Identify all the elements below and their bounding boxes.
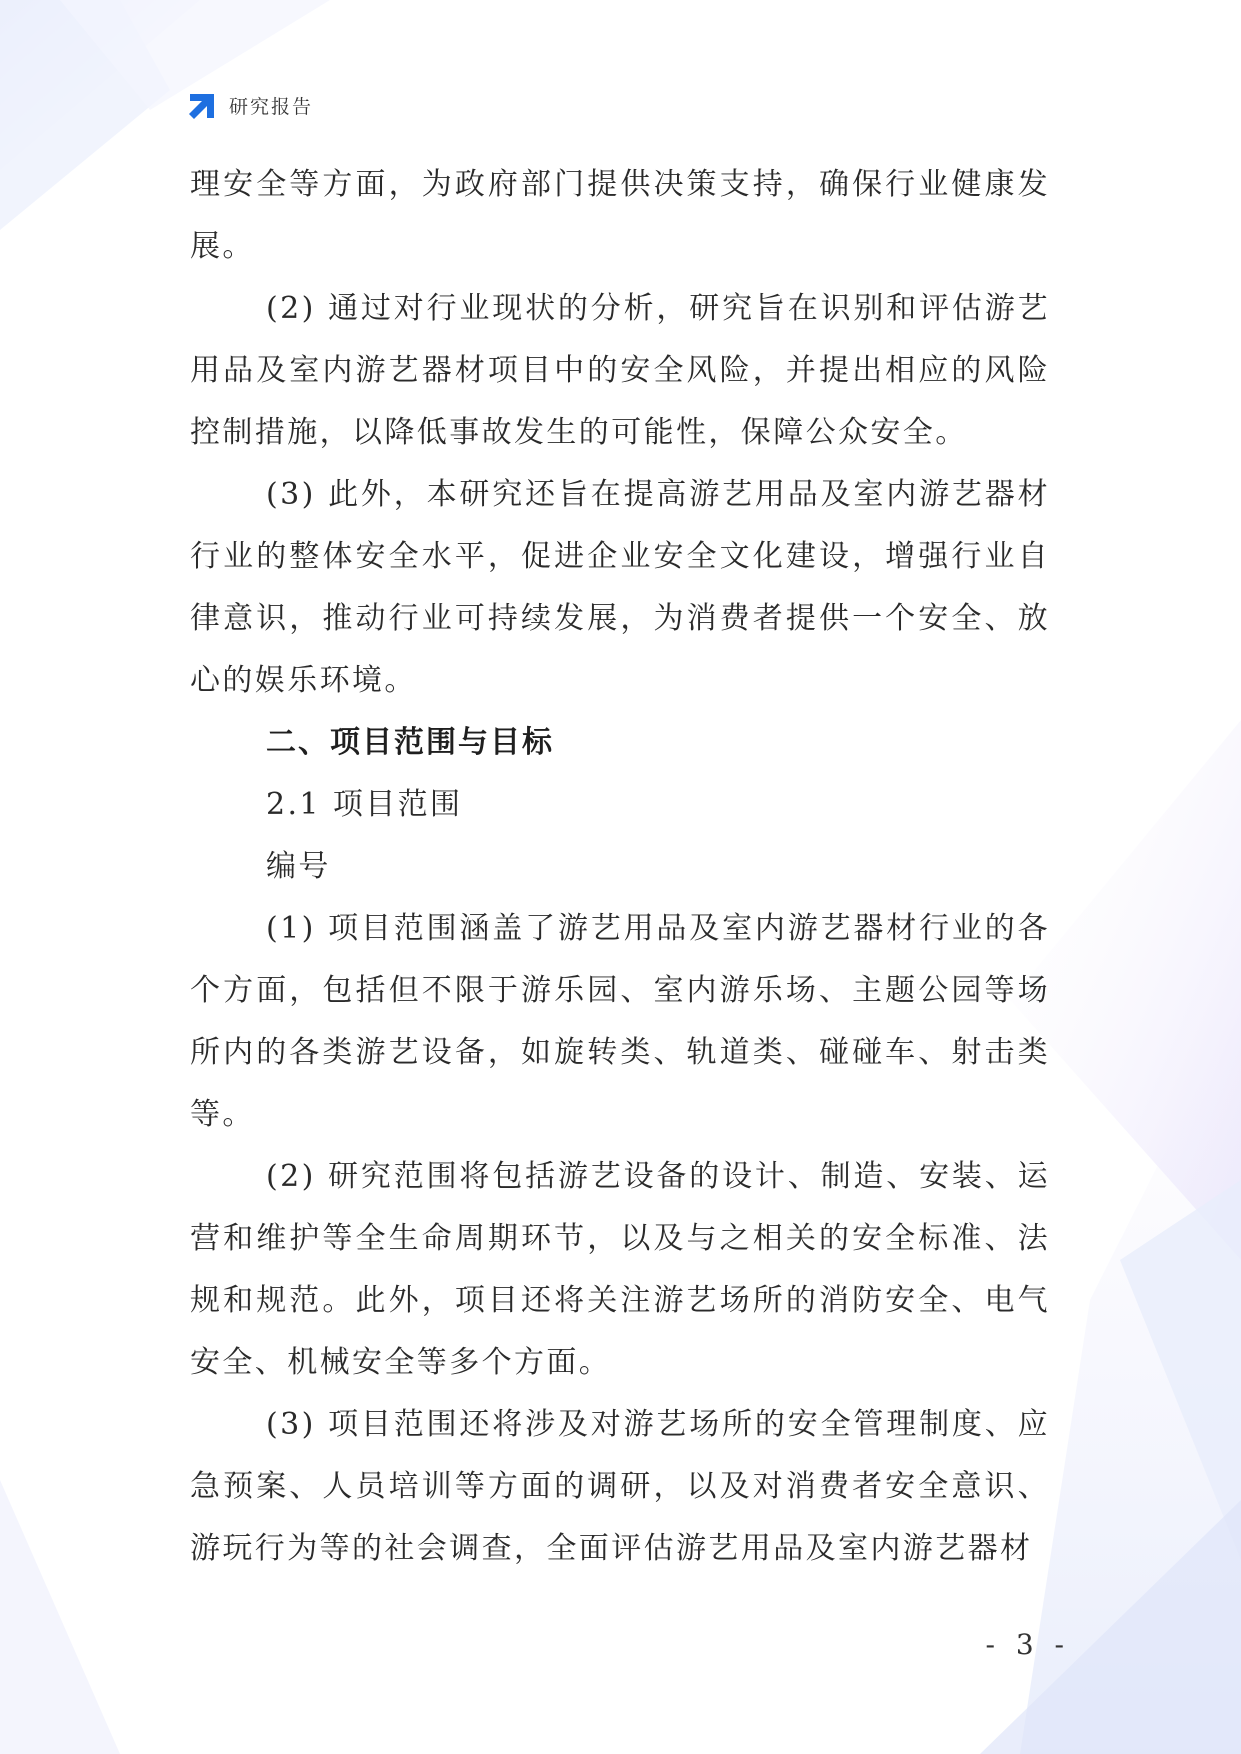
- header-title: 研究报告: [229, 95, 314, 118]
- body-paragraph: (2) 通过对行业现状的分析，研究旨在识别和评估游艺用品及室内游艺器材项目中的安全风险，并提出相应的风险控制措施，以降低事故发生的可能性，保障公众安全。: [190, 291, 1050, 450]
- report-arrow-icon: [186, 88, 220, 122]
- section-heading: 二、项目范围与目标: [266, 725, 554, 760]
- label-text: 编号: [266, 849, 331, 884]
- body-paragraph: (1) 项目范围涵盖了游艺用品及室内游艺器材行业的各个方面，包括但不限于游乐园、室内游乐场、主题公园等场所内的各类游艺设备，如旋转类、轨道类、碰碰车、射击类等。: [190, 911, 1050, 1132]
- body-paragraph: 理安全等方面，为政府部门提供决策支持，确保行业健康发展。: [190, 167, 1050, 264]
- document-header: [186, 88, 313, 122]
- body-paragraph: (3) 此外，本研究还旨在提高游艺用品及室内游艺器材行业的整体安全水平，促进企业安全文化建设，增强行业自律意识，推动行业可持续发展，为消费者提供一个安全、放心的娱乐环境。: [190, 477, 1050, 698]
- subsection-heading: 2.1 项目范围: [266, 787, 463, 822]
- page-number: - 3 -: [985, 1628, 1070, 1661]
- document-body: [190, 154, 1050, 1580]
- body-paragraph: (2) 研究范围将包括游艺设备的设计、制造、安装、运营和维护等全生命周期环节，以及与之相关的安全标准、法规和规范。此外，项目还将关注游艺场所的消防安全、电气安全、机械安全等多个方面。: [190, 1159, 1050, 1380]
- body-paragraph: (3) 项目范围还将涉及对游艺场所的安全管理制度、应急预案、人员培训等方面的调研，以及对消费者安全意识、游玩行为等的社会调查，全面评估游艺用品及室内游艺器材: [190, 1407, 1050, 1566]
